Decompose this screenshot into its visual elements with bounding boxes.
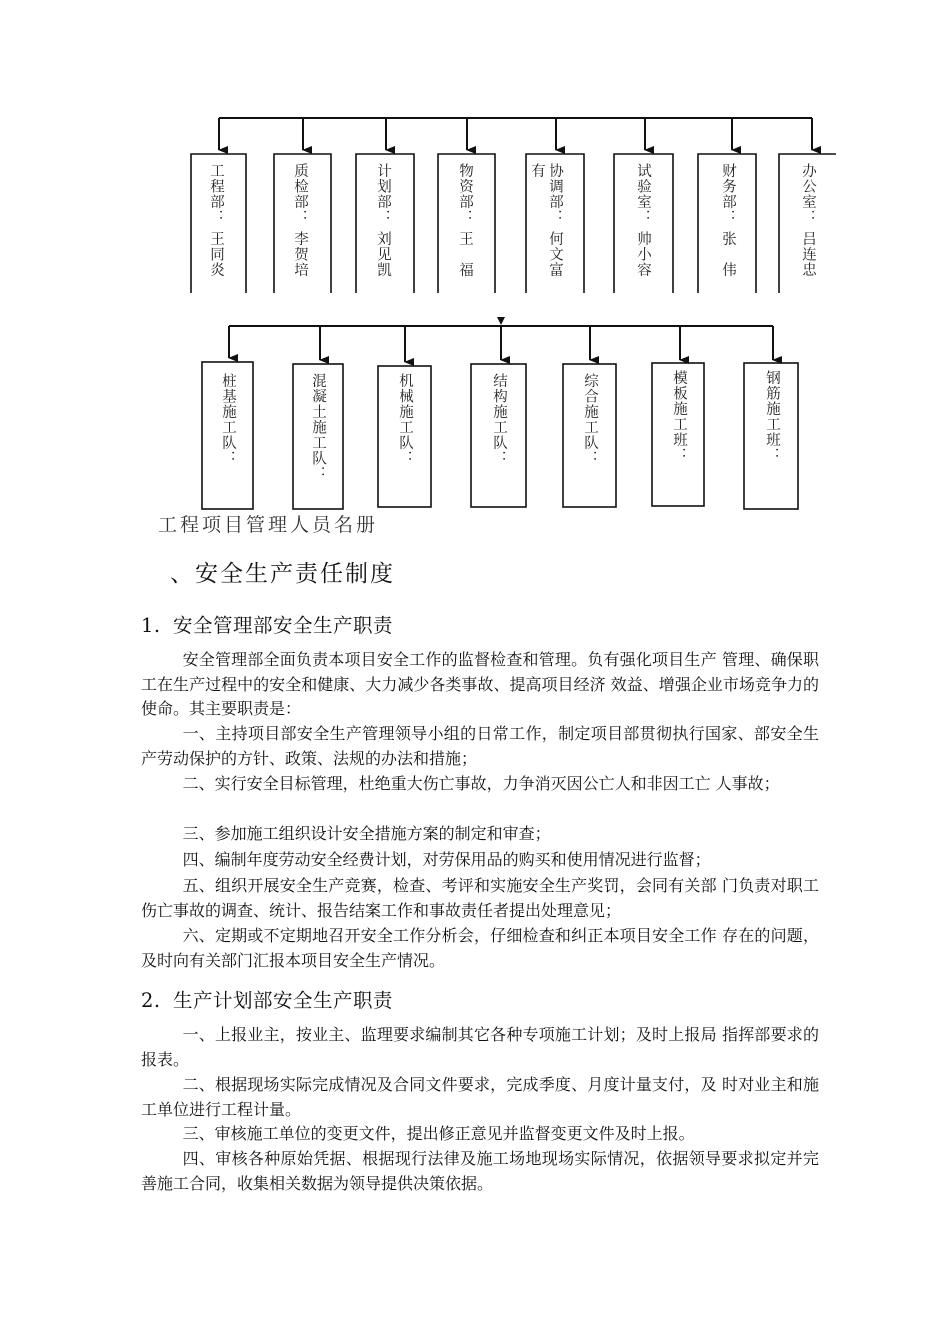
paragraph: 一、主持项目部安全生产管理领导小组的日常工作，制定项目部贯彻执行国家、部安全生产劳动保护的方针、政策、法规的办法和措施； (141, 724, 819, 768)
subsection-title: 安全管理部安全生产职责 (173, 614, 394, 637)
paragraph: 二、根据现场实际完成情况及合同文件要求，完成季度、月度计量支付，及 时对业主和施工单位进行工程计量。 (141, 1075, 819, 1119)
paragraph: 三、审核施工单位的变更文件，提出修正意见并监督变更文件及时上报。 (182, 1124, 695, 1143)
team-label: 综合施工队： (582, 373, 598, 466)
dept-label: 工程部： (208, 163, 224, 225)
dept-label: 物资部： (457, 163, 473, 225)
dept-person: 帅小容 (635, 231, 651, 278)
paragraph: 安全管理部全面负责本项目安全工作的监督检查和管理。负有强化项目生产 管理、确保职工在生产过程中的安全和健康、大力减少各类事故、提高项目经济 效益、增强企业市场竞争力的使命。其主要职责是： (141, 650, 819, 718)
dept-label: 计划部： (375, 163, 391, 225)
dept-label: 协调部： (547, 163, 563, 225)
team-label: 桩基施工队： (220, 373, 236, 466)
dept-label: 财务部： (720, 163, 736, 225)
dept-person: 王 福 (457, 231, 473, 278)
paragraph: 四、审核各种原始凭据、根据现行法律及施工场地现场实际情况，依据领导要求拟定并完善施工合同，收集相关数据为领导提供决策依据。 (141, 1149, 819, 1193)
top-connectors (219, 118, 812, 150)
dept-person: 吕连忠 (800, 231, 816, 278)
dept-person: 刘见凯 (375, 231, 391, 278)
paragraph: 三、参加施工组织设计安全措施方案的制定和审查； (182, 824, 551, 843)
dept-person: 何文富 (547, 231, 563, 278)
dept-label: 办公室： (800, 163, 816, 225)
department-boxes (191, 154, 836, 293)
subsection-heading-2 (141, 985, 393, 1013)
paragraph: 二、实行安全目标管理，杜绝重大伤亡事故，力争消灭因公亡人和非因工亡 人事故； (182, 774, 780, 793)
team-label: 机械施工队： (397, 373, 413, 466)
team-label: 结构施工队： (491, 373, 507, 466)
team-label: 钢筋施工班： (764, 370, 780, 463)
dept-person: 王同炎 (208, 231, 224, 278)
team-label: 混凝土施工队： (310, 373, 326, 482)
paragraph: 五、组织开展安全生产竞赛，检查、考评和实施安全生产奖罚，会同有关部 门负责对职工伤亡事故的调查、统计、报告结案工作和事故责任者提出处理意见； (141, 876, 819, 920)
chart-caption: 工程项目管理人员名册 (158, 514, 379, 536)
subsection-heading-1 (141, 610, 393, 638)
dept-label: 质检部： (292, 163, 308, 225)
subsection-number: 2. (141, 989, 161, 1012)
dept-side-note: 有 (529, 163, 545, 179)
section-title: 、安全生产责任制度 (170, 561, 395, 587)
team-label: 模板施工班： (671, 370, 687, 463)
paragraph: 四、编制年度劳动安全经费计划，对劳保用品的购买和使用情况进行监督； (182, 850, 711, 869)
dept-person: 张 伟 (720, 231, 736, 278)
paragraph: 六、定期或不定期地召开安全工作分析会，仔细检查和纠正本项目安全工作 存在的问题，及时向有关部门汇报本项目安全生产情况。 (141, 926, 819, 970)
bottom-connectors (229, 317, 773, 362)
paragraph: 一、上报业主，按业主、监理要求编制其它各种专项施工计划；及时上报局 指挥部要求的报表。 (141, 1025, 819, 1069)
dept-label: 试验室： (635, 163, 651, 225)
subsection-number: 1. (141, 614, 161, 637)
dept-person: 李贺培 (292, 231, 308, 278)
subsection-title: 生产计划部安全生产职责 (173, 989, 394, 1012)
